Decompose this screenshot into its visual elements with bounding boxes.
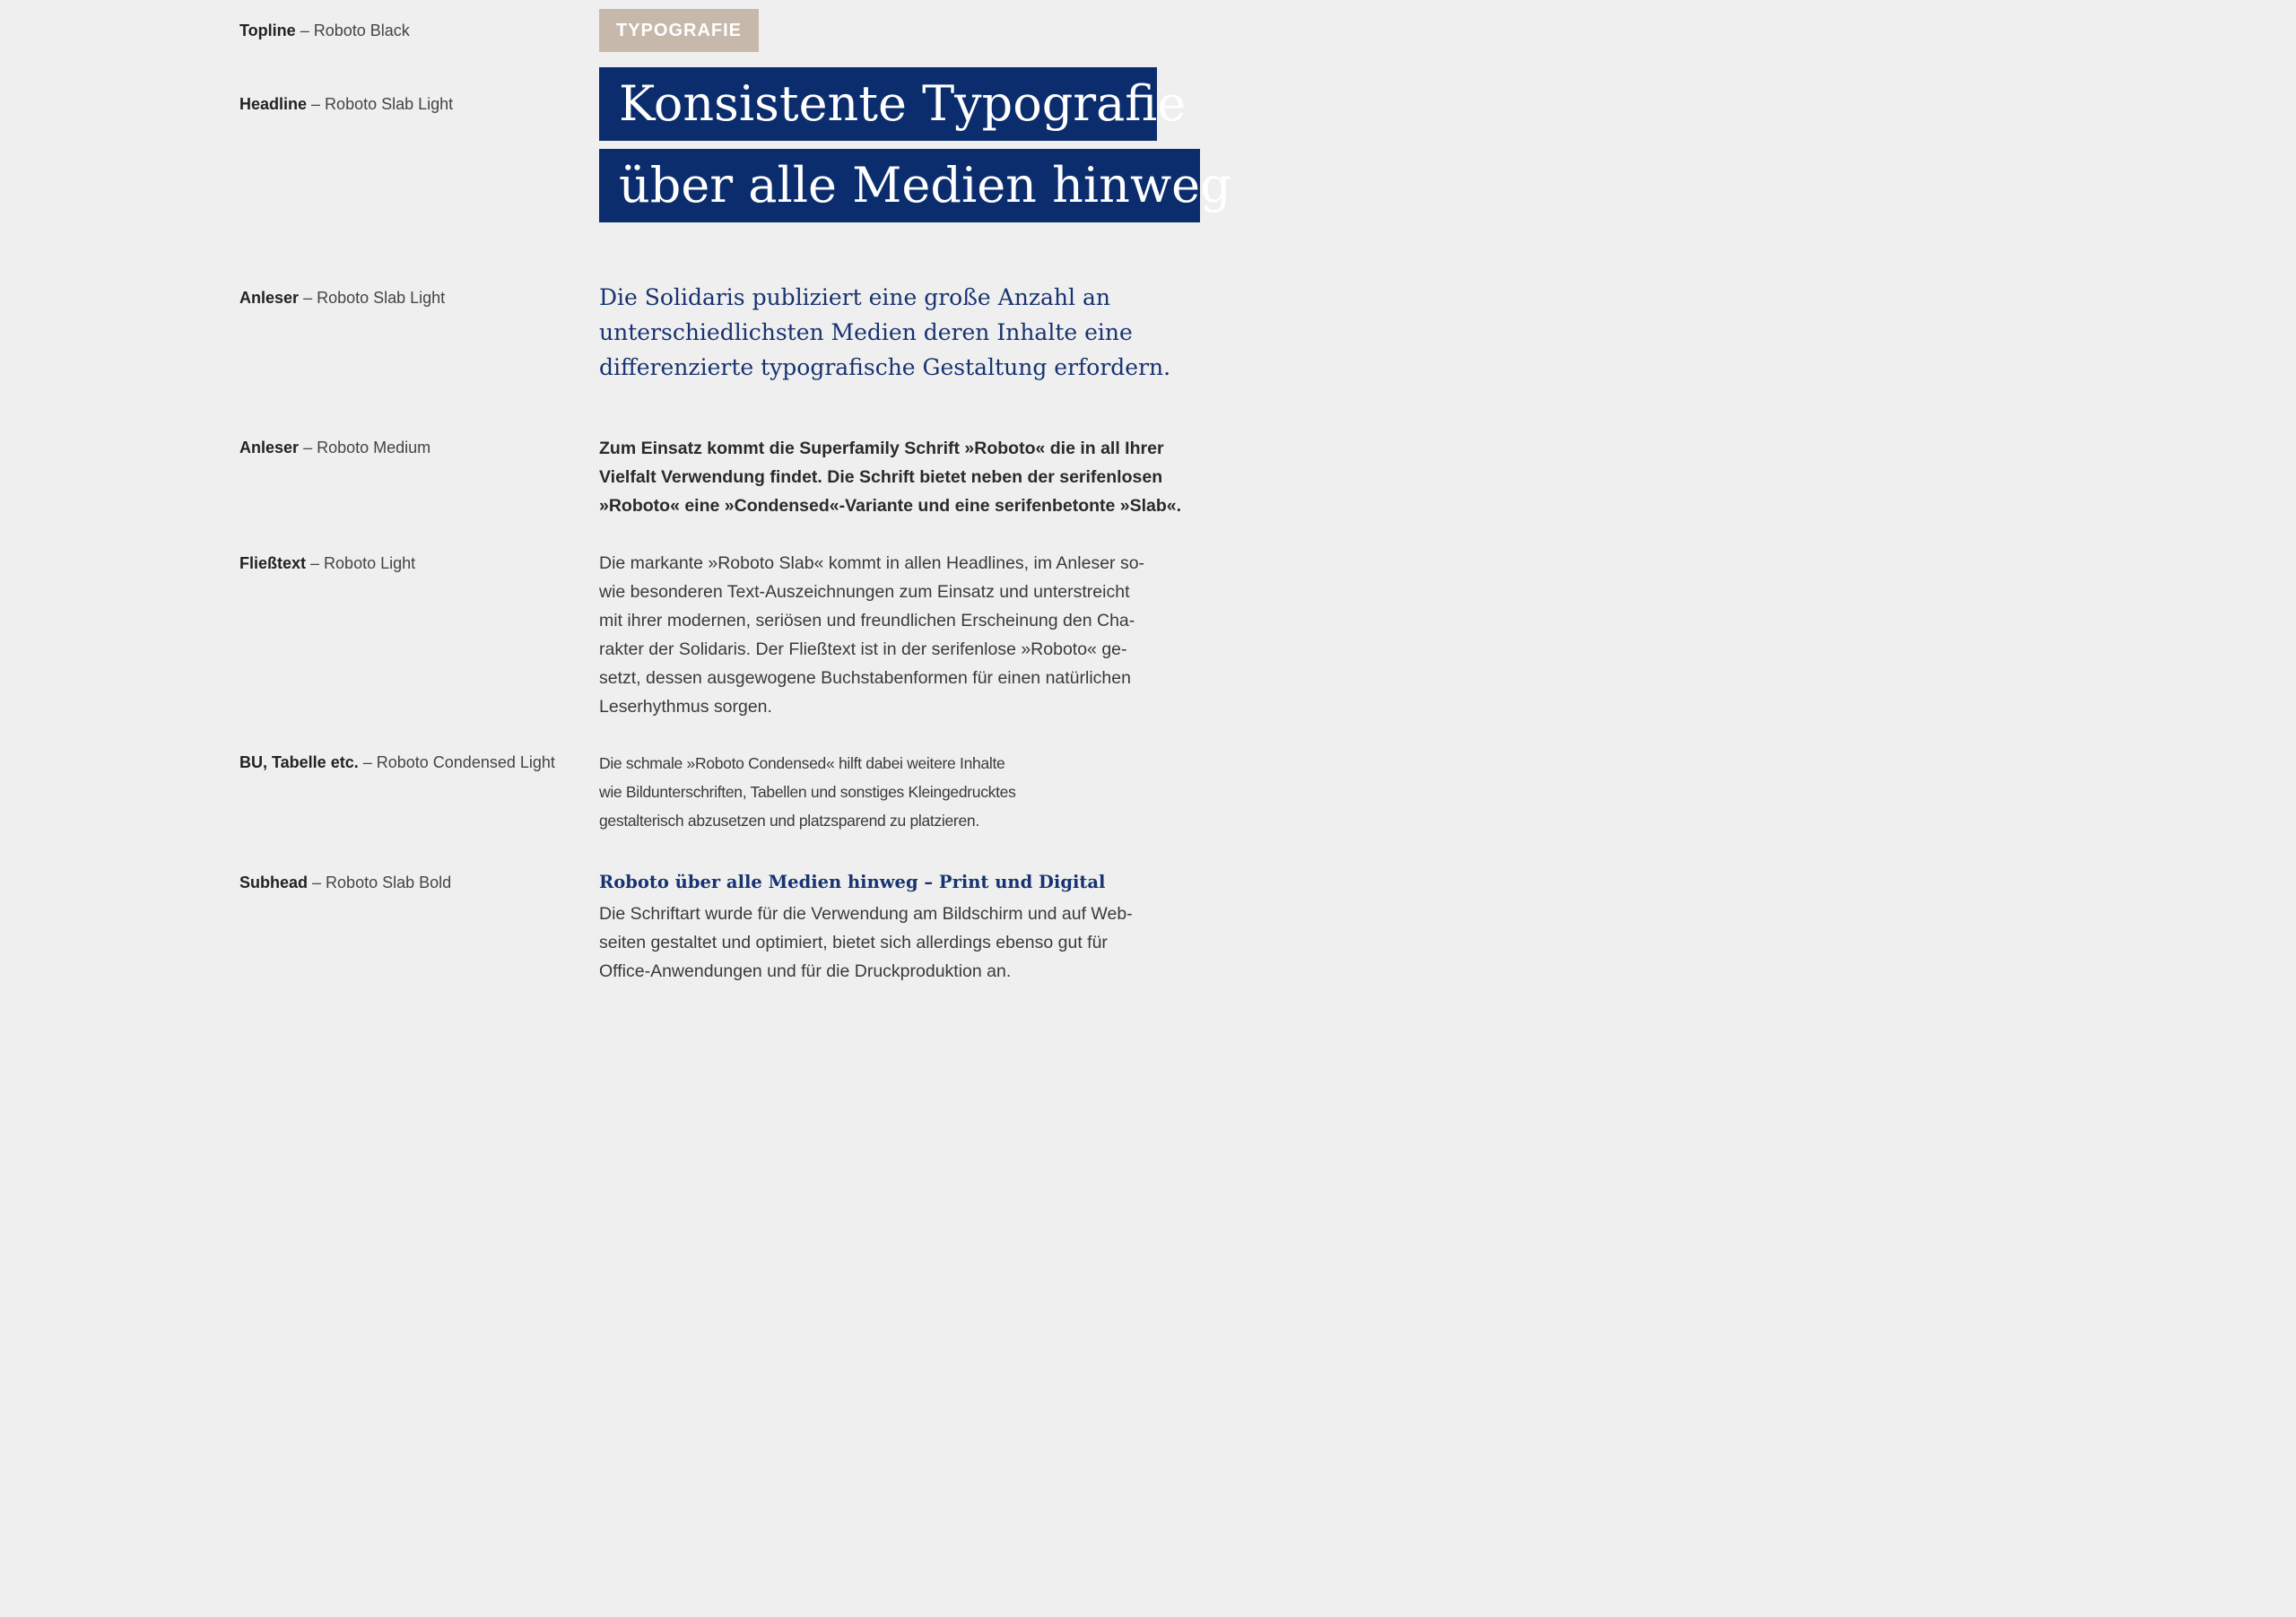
anleser-slab-text (599, 280, 1191, 385)
label-name: BU, Tabelle etc. (239, 753, 359, 771)
label-font: – Roboto Slab Light (303, 289, 446, 307)
text-line: mit ihrer modernen, seriösen und freundlichen Erscheinung den Cha- (599, 611, 1135, 630)
headline-line-2: über alle Medien hinweg (599, 149, 1200, 222)
topline-badge: TYPOGRAFIE (599, 9, 759, 52)
text-line: unterschiedlichsten Medien deren Inhalte eine (599, 319, 1133, 345)
text-line: wie Bildunterschriften, Tabellen und sonstiges Kleingedrucktes (599, 783, 1016, 801)
label-name: Subhead (239, 874, 309, 891)
text-line: Die markante »Roboto Slab« kommt in allen Headlines, im Anleser so- (599, 553, 1145, 573)
fliesstext-paragraph (599, 549, 1173, 721)
text-line: »Roboto« eine »Condensed«-Variante und eine serifenbetonte »Slab«. (599, 496, 1182, 516)
label-font: – Roboto Light (310, 554, 416, 572)
label-name: Anleser (239, 439, 300, 456)
label-name: Topline (239, 22, 296, 39)
subhead-paragraph (599, 900, 1173, 986)
label-subhead (239, 872, 451, 893)
label-font: – Roboto Condensed Light (362, 753, 555, 771)
label-font: – Roboto Medium (303, 439, 431, 456)
label-font: – Roboto Slab Bold (312, 874, 452, 891)
text-line: Die Schriftart wurde für die Verwendung am Bildschirm und auf Web- (599, 904, 1133, 924)
label-headline (239, 93, 453, 115)
label-font: – Roboto Black (300, 22, 410, 39)
label-anleser-slab (239, 287, 445, 309)
label-bu-tabelle (239, 752, 555, 773)
label-name: Headline (239, 95, 308, 113)
text-line: wie besonderen Text-Auszeichnungen zum Einsatz und unterstreicht (599, 582, 1130, 602)
label-font: – Roboto Slab Light (311, 95, 454, 113)
text-line: Leserhythmus sorgen. (599, 697, 772, 717)
label-name: Fließtext (239, 554, 307, 572)
text-line: Die Solidaris publiziert eine große Anzahl an (599, 284, 1110, 310)
label-topline (239, 20, 410, 41)
text-line: differenzierte typografische Gestaltung erfordern. (599, 354, 1171, 380)
text-line: Die schmale »Roboto Condensed« hilft dabei weitere Inhalte (599, 754, 1005, 772)
label-fliesstext (239, 552, 415, 574)
text-line: rakter der Solidaris. Der Fließtext ist in der serifenlose »Roboto« ge- (599, 639, 1127, 659)
text-line: Zum Einsatz kommt die Superfamily Schrift »Roboto« die in all Ihrer (599, 439, 1164, 458)
text-line: setzt, dessen ausgewogene Buchstabenformen für einen natürlichen (599, 668, 1131, 688)
text-line: Vielfalt Verwendung findet. Die Schrift bietet neben der serifenlosen (599, 467, 1163, 487)
anleser-medium-text (599, 434, 1182, 520)
condensed-paragraph (599, 749, 1083, 835)
subhead-title: Roboto über alle Medien hinweg – Print und Digital (599, 872, 1106, 892)
text-line: gestalterisch abzusetzen und platzsparend zu platzieren. (599, 812, 979, 830)
text-line: seiten gestaltet und optimiert, bietet sich allerdings ebenso gut für (599, 933, 1108, 952)
text-line: Office-Anwendungen und für die Druckproduktion an. (599, 961, 1012, 981)
label-anleser-medium (239, 437, 430, 458)
label-name: Anleser (239, 289, 300, 307)
headline-line-1: Konsistente Typografie (599, 67, 1157, 141)
